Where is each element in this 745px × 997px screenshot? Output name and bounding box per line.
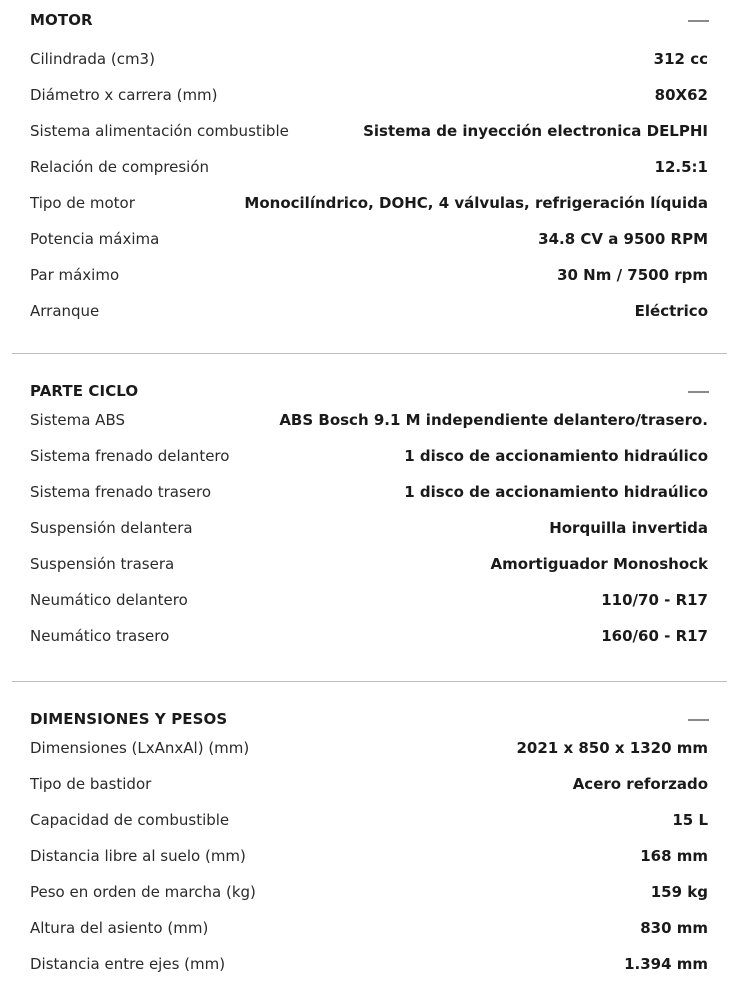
spec-row: [0, 403, 745, 439]
section-title: PARTE CICLO: [30, 382, 139, 400]
spec-row: [0, 911, 745, 947]
spec-value: 15 L: [672, 811, 708, 829]
spec-label: Tipo de motor: [30, 194, 135, 212]
spec-value: 168 mm: [640, 847, 708, 865]
spec-label: Neumático trasero: [30, 627, 170, 645]
spec-value: 110/70 - R17: [601, 591, 708, 609]
spec-value: 30 Nm / 7500 rpm: [557, 266, 708, 284]
spec-row: [0, 839, 745, 875]
spec-label: Distancia entre ejes (mm): [30, 955, 226, 973]
spec-label: Tipo de bastidor: [30, 775, 152, 793]
spec-value: Amortiguador Monoshock: [490, 555, 708, 573]
spec-label: Neumático delantero: [30, 591, 188, 609]
spec-label: Distancia libre al suelo (mm): [30, 847, 246, 865]
section-header-motor[interactable]: [0, 0, 745, 40]
spec-row: [0, 186, 745, 222]
spec-row: [0, 114, 745, 150]
spec-row: [0, 475, 745, 511]
spec-row: [0, 511, 745, 547]
spec-label: Cilindrada (cm3): [30, 50, 155, 68]
spec-value: 159 kg: [650, 883, 708, 901]
spec-value: 830 mm: [640, 919, 708, 937]
spec-label: Peso en orden de marcha (kg): [30, 883, 256, 901]
spec-label: Potencia máxima: [30, 230, 160, 248]
section-title: DIMENSIONES Y PESOS: [30, 710, 228, 728]
spec-value: Acero reforzado: [572, 775, 708, 793]
spec-label: Sistema alimentación combustible: [30, 122, 289, 140]
spec-row: [0, 947, 745, 983]
spec-label: Sistema ABS: [30, 411, 125, 429]
spec-value: 34.8 CV a 9500 RPM: [538, 230, 708, 248]
spec-list: [0, 42, 745, 330]
spec-value: 80X62: [654, 86, 708, 104]
spec-value: 1 disco de accionamiento hidraúlico: [404, 483, 708, 501]
spec-row: [0, 547, 745, 583]
spec-row: [0, 150, 745, 186]
spec-value: 1.394 mm: [624, 955, 708, 973]
spec-value: 160/60 - R17: [601, 627, 708, 645]
spec-value: Monocilíndrico, DOHC, 4 válvulas, refrigeración líquida: [244, 194, 708, 212]
spec-label: Altura del asiento (mm): [30, 919, 209, 937]
minus-icon[interactable]: [688, 719, 709, 721]
spec-label: Arranque: [30, 302, 100, 320]
spec-value: Sistema de inyección electronica DELPHI: [363, 122, 708, 140]
section-divider: [12, 681, 727, 682]
spec-value: 312 cc: [653, 50, 708, 68]
spec-label: Sistema frenado delantero: [30, 447, 230, 465]
spec-value: Horquilla invertida: [549, 519, 708, 537]
spec-label: Suspensión delantera: [30, 519, 193, 537]
spec-label: Par máximo: [30, 266, 120, 284]
spec-label: Capacidad de combustible: [30, 811, 230, 829]
spec-row: [0, 78, 745, 114]
spec-row: [0, 619, 745, 655]
spec-row: [0, 803, 745, 839]
spec-label: Sistema frenado trasero: [30, 483, 211, 501]
spec-value: 2021 x 850 x 1320 mm: [516, 739, 708, 757]
spec-value: 1 disco de accionamiento hidraúlico: [404, 447, 708, 465]
spec-value: ABS Bosch 9.1 M independiente delantero/trasero.: [279, 411, 708, 429]
spec-value: 12.5:1: [654, 158, 708, 176]
spec-list: [0, 731, 745, 983]
spec-label: Relación de compresión: [30, 158, 210, 176]
spec-list: [0, 403, 745, 655]
spec-row: [0, 439, 745, 475]
section-divider: [12, 353, 727, 354]
spec-label: Diámetro x carrera (mm): [30, 86, 218, 104]
minus-icon[interactable]: [688, 391, 709, 393]
spec-row: [0, 583, 745, 619]
minus-icon[interactable]: [688, 20, 709, 22]
spec-row: [0, 222, 745, 258]
spec-row: [0, 294, 745, 330]
spec-value: Eléctrico: [634, 302, 708, 320]
spec-label: Suspensión trasera: [30, 555, 175, 573]
section-title: MOTOR: [30, 11, 93, 29]
spec-row: [0, 731, 745, 767]
spec-row: [0, 42, 745, 78]
spec-row: [0, 767, 745, 803]
spec-row: [0, 875, 745, 911]
spec-row: [0, 258, 745, 294]
spec-label: Dimensiones (LxAnxAl) (mm): [30, 739, 250, 757]
